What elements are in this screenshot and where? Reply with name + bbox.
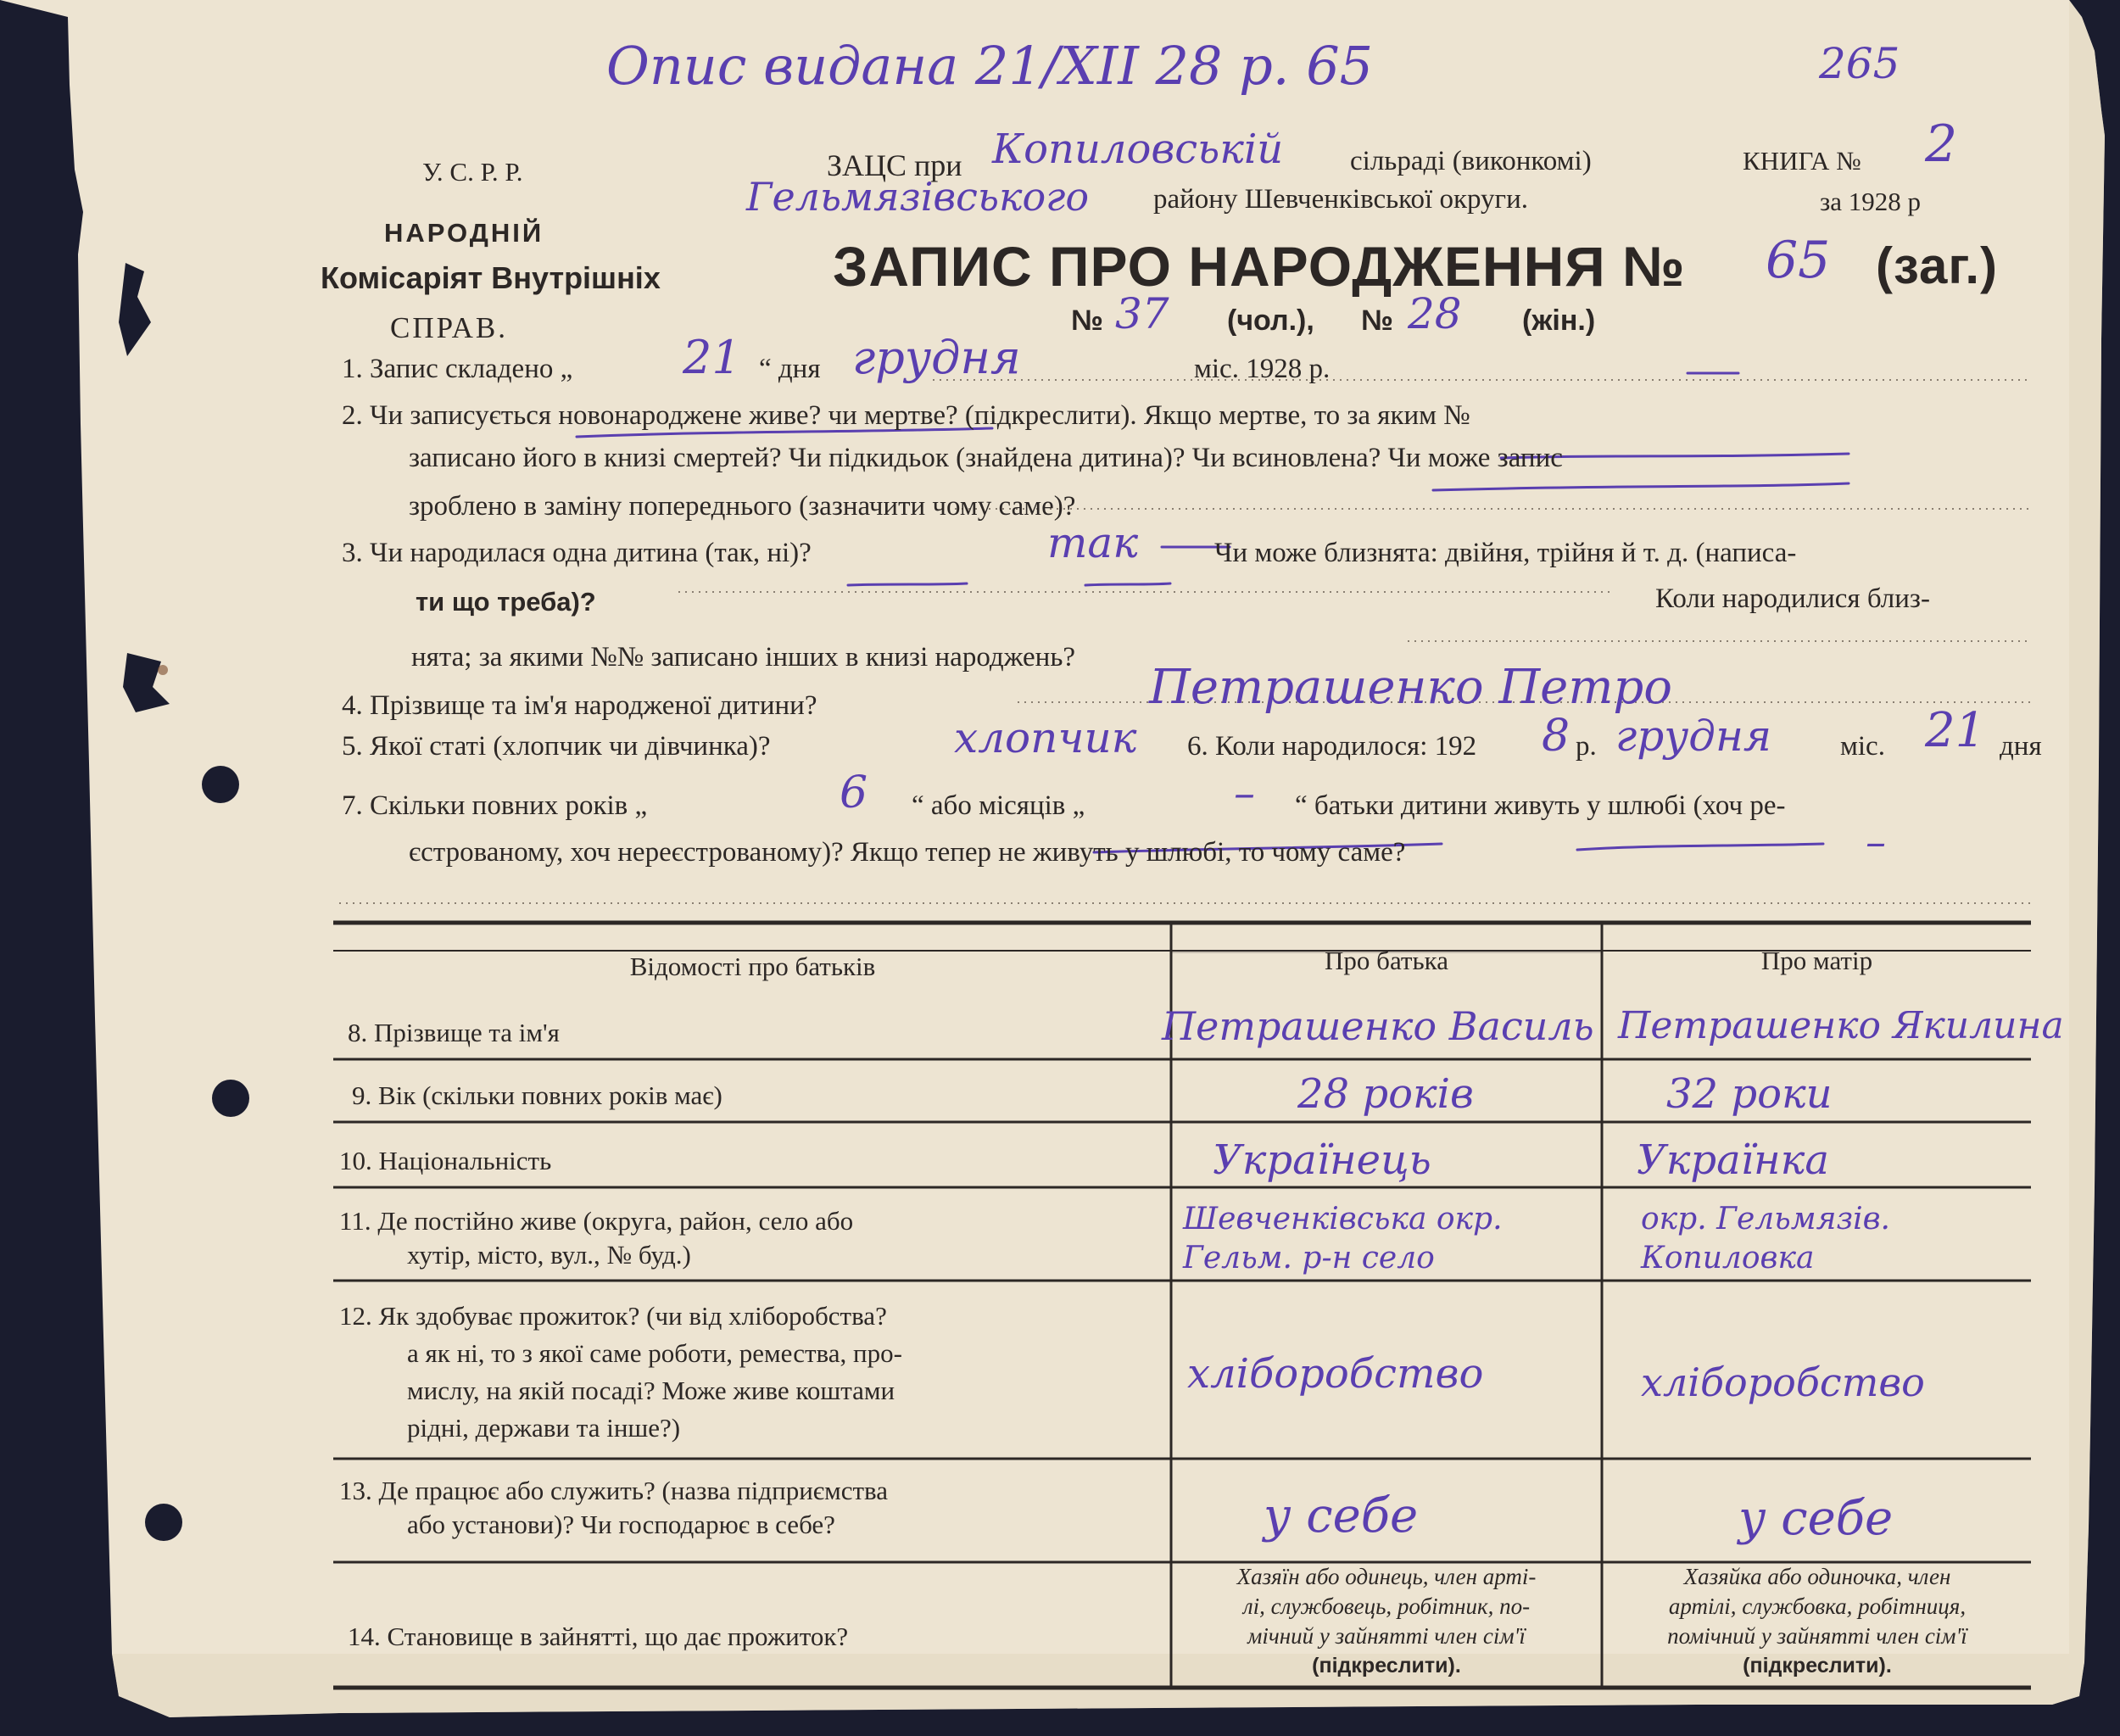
father-employment-line-4: (підкреслити).	[1312, 1654, 1461, 1677]
raion-label: району Шевченківської округи.	[1153, 184, 1528, 215]
row-label-workplace-line-1: 13. Де працює або служить? (назва підприємства	[339, 1476, 889, 1505]
q3-line-2: ти що треба)?	[416, 587, 596, 617]
father-workplace: у себе	[1264, 1488, 1419, 1543]
mother-employment-line-3: помічний у зайнятті член сім'ї	[1667, 1623, 1967, 1649]
row-label-residence-line-1: 11. Де постійно живе (округа, район, село або	[339, 1206, 854, 1236]
q7-years: 6	[840, 768, 868, 818]
q3-line-3: нята; за якими №№ записано інших в книзі народжень?	[411, 642, 1076, 673]
female-no-label: №	[1361, 304, 1393, 337]
ministry-line-3: СПРАВ.	[390, 311, 508, 344]
father-name: Петрашенко Василь	[1162, 1003, 1594, 1049]
mother-employment-line-2: артілі, службовка, робітниця,	[1668, 1594, 1967, 1619]
q1-month: грудня	[852, 331, 1021, 384]
table-header-father: Про батька	[1325, 946, 1448, 975]
q6-day: 21	[1925, 703, 1986, 758]
ministry-line-1: НАРОДНІЙ	[384, 218, 544, 248]
female-label: (жін.)	[1522, 304, 1596, 337]
row-label-age: 9. Вік (скільки повних років має)	[352, 1080, 722, 1110]
mother-name: Петрашенко Якилина	[1618, 1004, 2064, 1047]
page-number: 265	[1819, 39, 1900, 88]
q3-line-2b: Коли народилися близ-	[1655, 583, 1930, 614]
q7-months: –	[1234, 768, 1255, 818]
q1-year: міс. 1928 р.	[1194, 354, 1331, 384]
q2-line-3: зроблено в заміну попереднього (зазначити чому саме)?	[409, 491, 1076, 522]
zags-village-handwritten: Копиловській	[992, 126, 1284, 173]
q6-label: 6. Коли народилося: 192	[1187, 731, 1477, 762]
q6-month-suffix: міс.	[1840, 731, 1885, 762]
father-employment-options	[1174, 1562, 1598, 1681]
row-label-workplace	[339, 1474, 888, 1542]
table-header-mother: Про матір	[1760, 946, 1873, 975]
male-number: 37	[1115, 289, 1169, 338]
q7-line-2: єстрованому, хоч нереєстрованому)? Якщо тепер не живуть у шлюбі, то чому саме?	[409, 837, 1406, 868]
table-header-parents: Відомості про батьків	[629, 952, 876, 981]
top-handwritten-note: Опис видана 21/XII 28 р. 65	[606, 35, 1374, 97]
q1-day-suffix: “ дня	[759, 354, 821, 384]
book-number: 2	[1925, 114, 1958, 174]
mother-livelihood: хліборобство	[1641, 1359, 1925, 1405]
q5-label: 5. Якої статі (хлопчик чи дівчинка)?	[342, 731, 771, 762]
mother-workplace: у себе	[1738, 1491, 1894, 1546]
father-employment-line-1: Хазяїн або одинець, член арті-	[1236, 1564, 1537, 1589]
father-employment-line-3: мічний у зайнятті член сім'ї	[1247, 1623, 1526, 1649]
record-number: 65	[1766, 231, 1831, 290]
row-label-livelihood	[339, 1298, 902, 1447]
q1-label: 1. Запис складено „	[342, 354, 573, 384]
father-livelihood: хліборобство	[1187, 1350, 1484, 1398]
male-no-label: №	[1071, 304, 1103, 337]
father-nationality: Українець	[1213, 1136, 1431, 1184]
raion-handwritten: Гельмязівського	[746, 174, 1090, 220]
q3-answer: так	[1047, 518, 1139, 567]
q5-sex: хлопчик	[954, 713, 1137, 762]
q6-day-suffix: дня	[2000, 731, 2042, 762]
row-label-residence-line-2: хутір, місто, вул., № буд.)	[407, 1240, 691, 1270]
row-label-name: 8. Прізвище та ім'я	[348, 1018, 560, 1047]
mother-employment-line-4: (підкреслити).	[1743, 1654, 1892, 1677]
mother-age: 32 роки	[1666, 1070, 1833, 1118]
record-title-suffix: (заг.)	[1876, 237, 1999, 294]
father-residence: Шевченківська окр. Гельм. р-н село	[1183, 1202, 1503, 1275]
q7-line-1c: “ батьки дитини живуть у шлюбі (хоч ре-	[1295, 790, 1786, 821]
record-title: ЗАПИС ПРО НАРОДЖЕННЯ №	[833, 235, 1686, 298]
q6-year-suffix: р.	[1576, 731, 1597, 762]
ussr-label: У. С. Р. Р.	[422, 157, 523, 187]
row-label-livelihood-line-1: 12. Як здобуває прожиток? (чи від хліборобства?	[339, 1301, 887, 1331]
q7-line-1a: 7. Скільки повних років „	[342, 790, 648, 821]
q6-year-digit: 8	[1542, 711, 1570, 762]
father-age: 28 років	[1297, 1070, 1474, 1118]
row-label-residence	[339, 1204, 853, 1272]
q2-line-1: 2. Чи записується новонароджене живе? чи мертве? (підкреслити). Якщо мертве, то за яким №	[342, 400, 1470, 431]
q7-reason-dash: –	[1866, 818, 1886, 866]
zags-label: ЗАЦС при	[827, 148, 962, 182]
silrada-label: сільраді (виконкомі)	[1350, 146, 1592, 176]
q2-line-2: записано його в книзі смертей? Чи підкидьок (знайдена дитина)? Чи всиновлена? Чи може запис	[409, 443, 1563, 473]
q7-line-1b: “ або місяців „	[912, 790, 1085, 821]
row-label-livelihood-line-2: а як ні, то з якої саме роботи, ремества, про-	[407, 1338, 902, 1368]
row-label-employment-status: 14. Становище в зайнятті, що дає прожиток?	[348, 1622, 849, 1651]
year-label: за 1928 р	[1820, 187, 1922, 216]
q6-month: грудня	[1615, 712, 1772, 761]
q3-line-1b: Чи може близнята: двійня, трійня й т. д. (написа-	[1214, 538, 1797, 568]
mother-employment-options	[1605, 1562, 2029, 1681]
q4-label: 4. Прізвище та ім'я народженої дитини?	[342, 690, 817, 721]
book-label: КНИГА №	[1743, 146, 1861, 176]
row-label-livelihood-line-3: мислу, на якій посаді? Може живе коштами	[407, 1376, 895, 1405]
row-label-workplace-line-2: або установи)? Чи господарює в себе?	[407, 1510, 835, 1539]
q3-line-1: 3. Чи народилася одна дитина (так, ні)?	[342, 538, 812, 568]
father-employment-line-2: лі, службовець, робітник, по-	[1242, 1594, 1531, 1619]
row-label-livelihood-line-4: рідні, держави та інше?)	[407, 1413, 681, 1443]
mother-employment-line-1: Хазяйка або одиночка, член	[1683, 1564, 1951, 1589]
ministry-line-2: Комісаріят Внутрішніх	[321, 260, 661, 295]
male-label: (чол.),	[1227, 304, 1314, 337]
row-label-nationality: 10. Національність	[339, 1146, 552, 1175]
q4-child-name: Петрашенко Петро	[1149, 660, 1672, 715]
female-number: 28	[1408, 289, 1462, 338]
mother-nationality: Українка	[1637, 1136, 1829, 1184]
q1-day: 21	[683, 331, 741, 384]
mother-residence: окр. Гельмязів. Копиловка	[1641, 1202, 1890, 1275]
